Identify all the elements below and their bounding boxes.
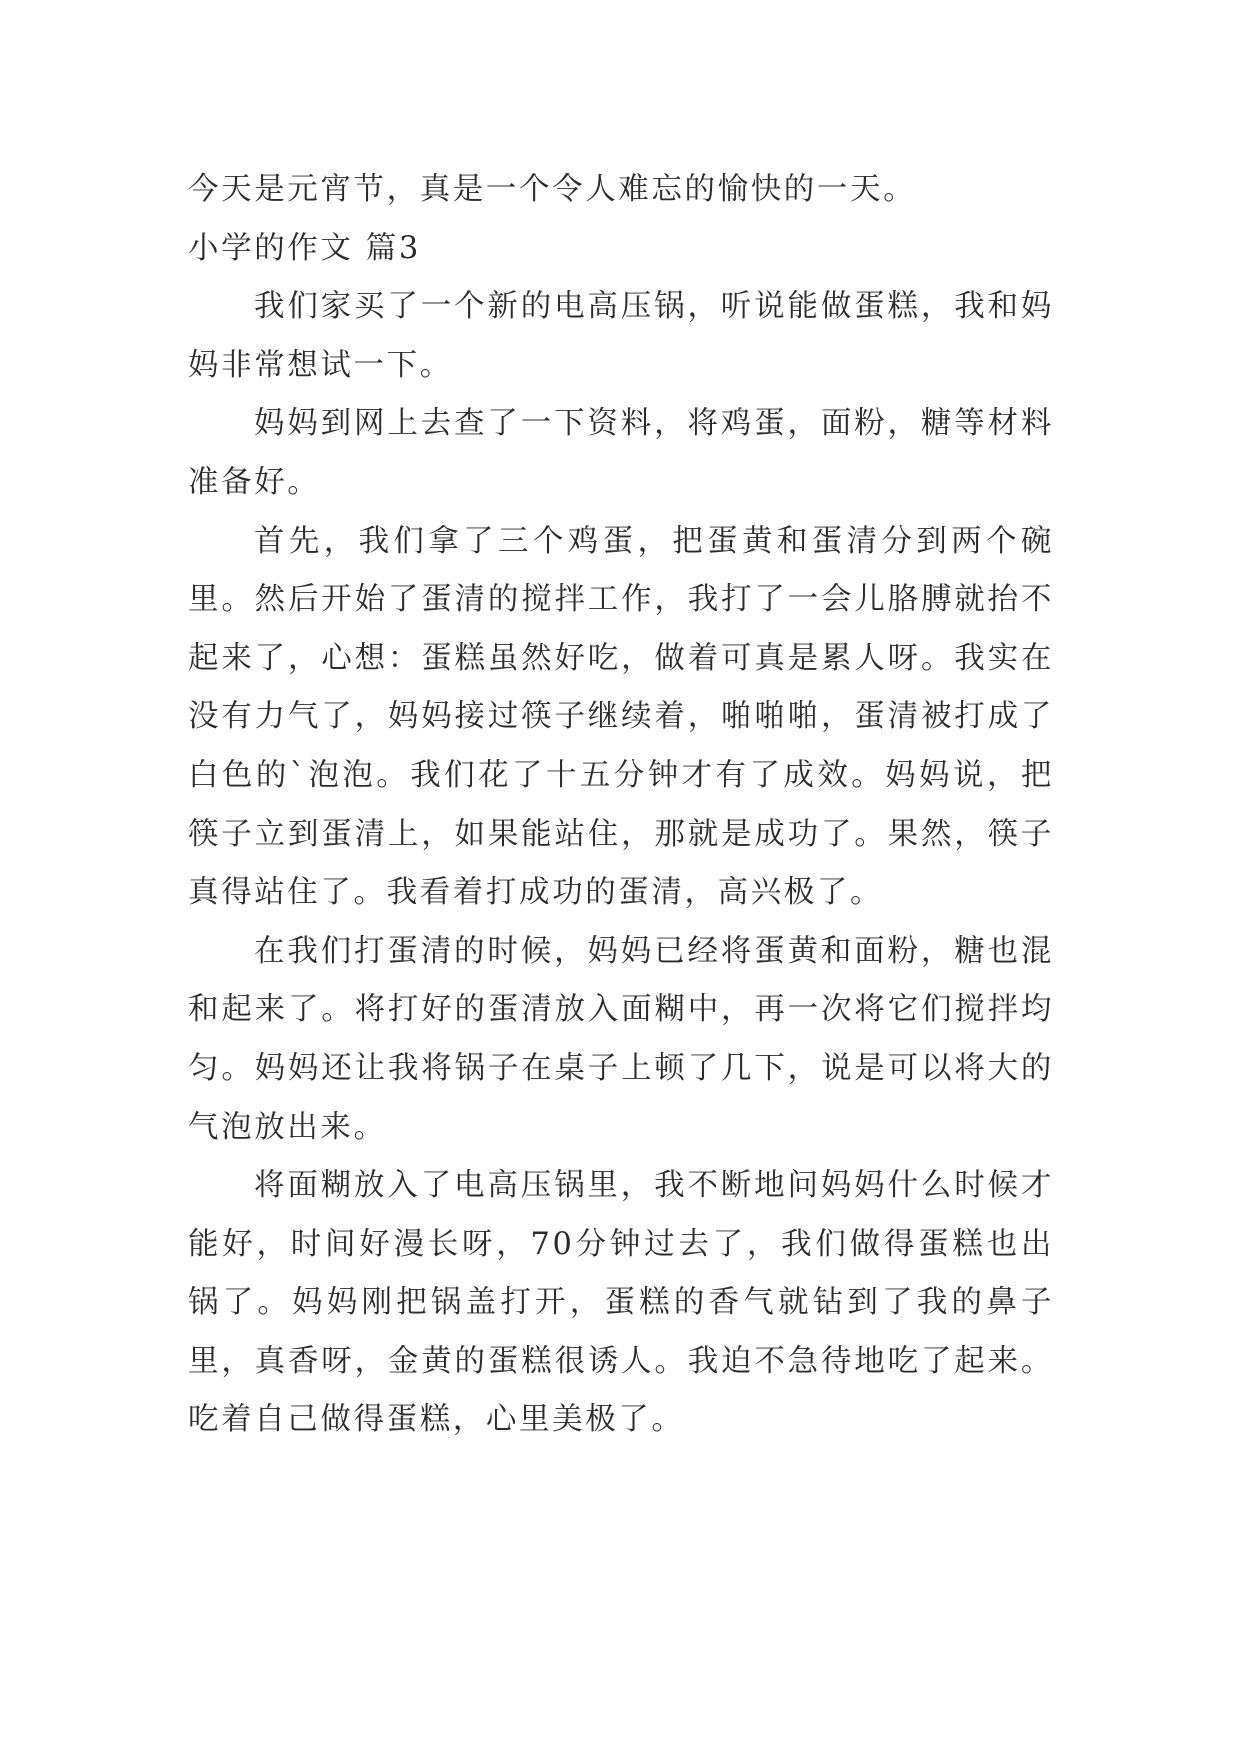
essay-heading: 小学的作文 篇3 xyxy=(188,230,421,266)
paragraph: 我们家买了一个新的电高压锅，听说能做蛋糕，我和妈妈非常想试一下。 xyxy=(188,289,1054,383)
paragraph: 将面糊放入了电高压锅里，我不断地问妈妈什么时候才能好，时间好漫长呀，70分钟过去了，我们做得蛋糕也出锅了。妈妈刚把锅盖打开，蛋糕的香气就钻到了我的鼻子里，真香呀，金黄的蛋糕很诱人。我迫不急待地吃了起来。吃着自己做得蛋糕，心里美极了。 xyxy=(188,1168,1054,1438)
paragraph: 首先，我们拿了三个鸡蛋，把蛋黄和蛋清分到两个碗里。然后开始了蛋清的搅拌工作，我打了一会儿胳膊就抬不起来了，心想：蛋糕虽然好吃，做着可真是累人呀。我实在没有力气了，妈妈接过筷子继续着，啪啪啪，蛋清被打成了白色的`泡泡。我们花了十五分钟才有了成效。妈妈说，把筷子立到蛋清上，如果能站住，那就是成功了。果然，筷子真得站住了。我看着打成功的蛋清，高兴极了。 xyxy=(188,523,1054,911)
paragraph: 妈妈到网上去查了一下资料，将鸡蛋，面粉，糖等材料准备好。 xyxy=(188,406,1054,500)
document-body xyxy=(188,161,1054,1450)
paragraph: 在我们打蛋清的时候，妈妈已经将蛋黄和面粉，糖也混和起来了。将打好的蛋清放入面糊中，再一次将它们搅拌均匀。妈妈还让我将锅子在桌子上顿了几下，说是可以将大的气泡放出来。 xyxy=(188,933,1054,1145)
intro-line: 今天是元宵节，真是一个令人难忘的愉快的一天。 xyxy=(188,172,917,207)
